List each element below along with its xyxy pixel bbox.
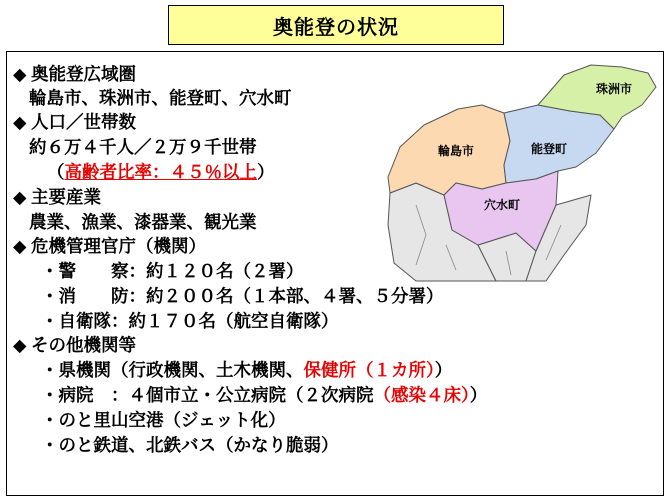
crisis-item-sdf: ・自衛隊：約１７０名（航空自衛隊） <box>41 312 339 332</box>
diamond-bullet-icon: ◆ <box>13 336 27 356</box>
other-item-airport: ・のと里山空港（ジェット化） <box>41 411 286 431</box>
section-population-heading: ◆ 人口／世帯数 <box>13 113 136 133</box>
section-area-heading: ◆ 奥能登広域圏 <box>13 65 136 85</box>
oku-noto-map <box>386 55 662 283</box>
infection-beds-highlight: （感染４床） <box>373 386 470 406</box>
section-industry-body: 農業、漁業、漆器業、観光業 <box>29 213 257 233</box>
map-label-anamizu: 穴水町 <box>484 198 521 212</box>
map-label-wajima: 輪島市 <box>438 144 475 158</box>
diamond-bullet-icon: ◆ <box>13 65 27 85</box>
section-crisis-heading: ◆ 危機管理官庁（機関） <box>13 237 206 257</box>
section-other-heading: ◆ その他機関等 <box>13 336 136 356</box>
section-industry-heading: ◆ 主要産業 <box>13 188 101 208</box>
section-population-body: 約６万４千人／２万９千世帯 <box>29 138 257 158</box>
map-label-suzu: 珠洲市 <box>596 82 633 96</box>
other-item-prefecture: ・県機関（行政機関、土木機関、保健所（１カ所）） <box>41 361 453 381</box>
health-center-highlight: 保健所（１カ所） <box>303 361 435 381</box>
diamond-bullet-icon: ◆ <box>13 188 27 208</box>
crisis-item-fire: ・消 防：約２００名（１本部、４署、５分署） <box>41 287 444 307</box>
elderly-ratio-note: （高齢者比率：４５％以上） <box>47 163 275 183</box>
map-label-noto: 能登町 <box>531 142 568 156</box>
diamond-bullet-icon: ◆ <box>13 237 27 257</box>
page-title: 奥能登の状況 <box>168 5 504 45</box>
section-area-body: 輪島市、珠洲市、能登町、穴水町 <box>29 89 292 109</box>
other-item-hospital: ・病院 ：４個市立・公立病院（２次病院（感染４床）） <box>41 386 488 406</box>
other-item-transport: ・のと鉄道、北鉄バス（かなり脆弱） <box>41 436 339 456</box>
crisis-item-police: ・警 察：約１２０名（２署） <box>41 262 304 282</box>
diamond-bullet-icon: ◆ <box>13 113 27 133</box>
elderly-ratio-highlight: 高齢者比率：４５％以上 <box>64 163 257 183</box>
